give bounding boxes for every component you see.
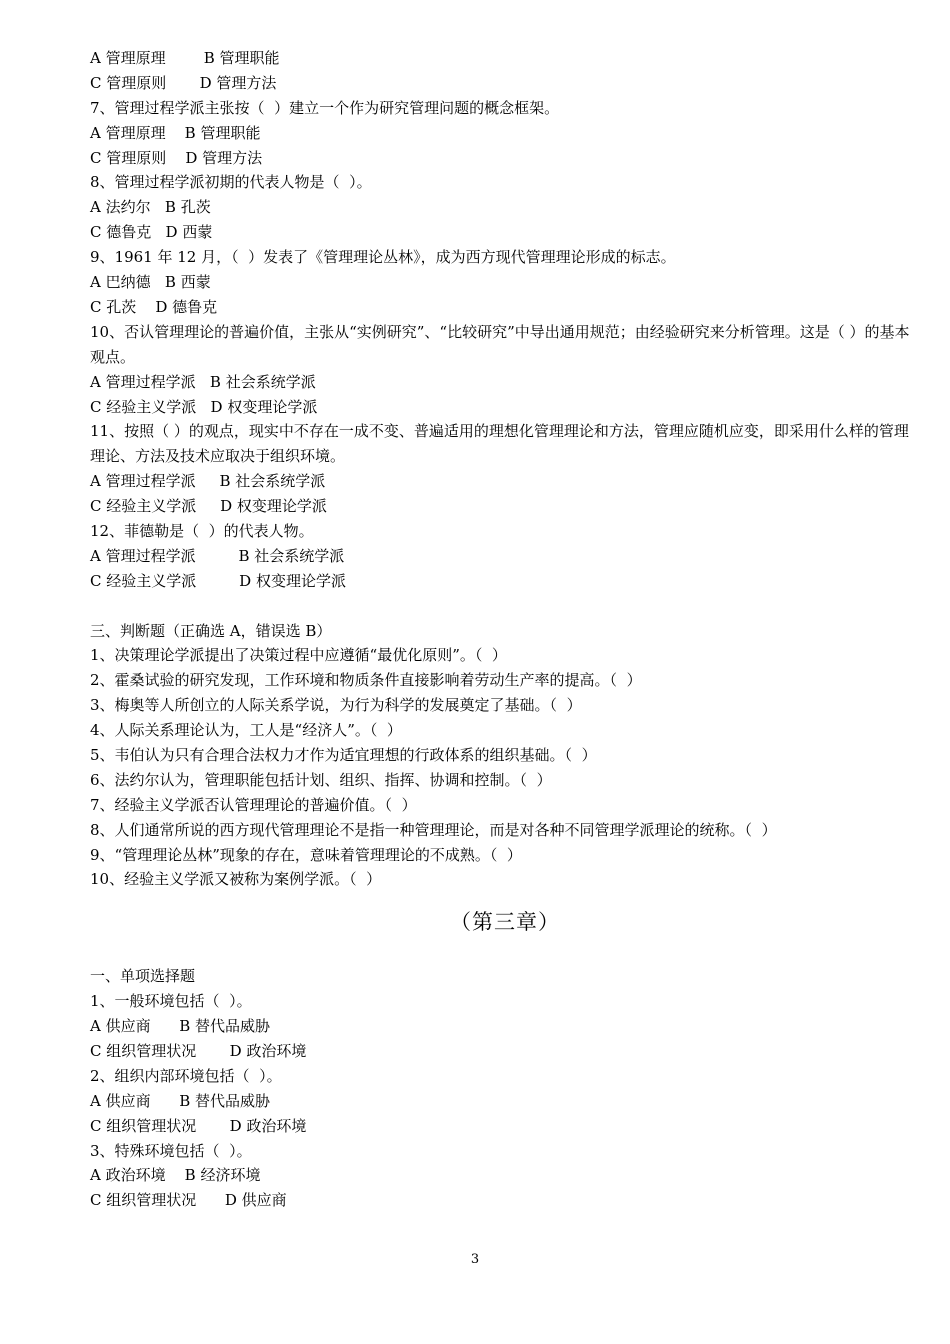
page-content (90, 46, 920, 1213)
option-line: A 巴纳德 B 西蒙 (90, 273, 211, 292)
judgement-item: 6、法约尔认为，管理职能包括计划、组织、指挥、协调和控制。（ ） (90, 770, 552, 789)
option-line: A 供应商 B 替代品威胁 (90, 1017, 271, 1036)
option-line: A 政治环境 B 经济环境 (90, 1166, 261, 1185)
option-line: C 组织管理状况 D 政治环境 (90, 1116, 307, 1135)
option-line: A 管理过程学派 B 社会系统学派 (90, 372, 316, 391)
judgement-item: 5、韦伯认为只有合理合法权力才作为适宜理想的行政体系的组织基础。（ ） (90, 746, 597, 764)
section-heading: 一、单项选择题 (90, 967, 196, 986)
judgement-item: 7、经验主义学派否认管理理论的普遍价值。（ ） (90, 795, 417, 814)
option-line: C 管理原则 D 管理方法 (90, 73, 277, 92)
option-line: C 经验主义学派 D 权变理论学派 (90, 497, 327, 516)
question-line: 7、管理过程学派主张按（ ）建立一个作为研究管理问题的概念框架。 (90, 98, 560, 117)
chapter-title: （第三章） (450, 910, 560, 935)
judgement-item: 2、霍桑试验的研究发现，工作环境和物质条件直接影响着劳动生产率的提高。（ ） (90, 671, 642, 690)
option-line: C 管理原则 D 管理方法 (90, 148, 263, 167)
option-line: A 管理过程学派 B 社会系统学派 (90, 546, 345, 565)
question-line: 2、组织内部环境包括（ ）。 (90, 1066, 282, 1085)
question-line: 8、管理过程学派初期的代表人物是（ ）。 (90, 173, 372, 192)
option-line: C 孔茨 D 德鲁克 (90, 297, 218, 316)
question-line: 10、否认管理理论的普遍价值，主张从“实例研究”、“比较研究”中导出通用规范；由经验研究来分析管理。这是（ ）的基本观点。 (90, 322, 910, 366)
option-line: A 法约尔 B 孔茨 (90, 198, 211, 217)
judgement-item: 9、“管理理论丛林”现象的存在，意味着管理理论的不成熟。（ ） (90, 845, 522, 864)
option-line: C 经验主义学派 D 权变理论学派 (90, 397, 318, 416)
section-heading: 三、判断题（正确选 A，错误选 B） (90, 621, 332, 640)
option-line: C 组织管理状况 D 供应商 (90, 1191, 287, 1210)
judgement-item: 8、人们通常所说的西方现代管理理论不是指一种管理理论，而是对各种不同管理学派理论的统称。（ ） (90, 820, 777, 839)
page-number: 3 (470, 1252, 480, 1267)
option-line: A 管理原理 B 管理职能 (90, 123, 261, 142)
spacer (90, 594, 920, 619)
option-line: C 经验主义学派 D 权变理论学派 (90, 571, 346, 590)
judgement-item: 4、人际关系理论认为，工人是“经济人”。（ ） (90, 721, 402, 740)
option-line: A 管理过程学派 B 社会系统学派 (90, 472, 326, 491)
judgement-item: 10、经验主义学派又被称为案例学派。（ ） (90, 870, 382, 889)
question-line: 12、菲德勒是（ ）的代表人物。 (90, 521, 314, 540)
option-line: C 组织管理状况 D 政治环境 (90, 1042, 307, 1061)
question-line: 3、特殊环境包括（ ）。 (90, 1141, 252, 1160)
option-line: A 管理原理 B 管理职能 (90, 49, 280, 67)
judgement-item: 3、梅奥等人所创立的人际关系学说，为行为科学的发展奠定了基础。（ ） (90, 696, 582, 715)
question-line: 9、1961 年 12 月，（ ）发表了《管理理论丛林》，成为西方现代管理理论形成的标志。 (90, 248, 676, 267)
judgement-item: 1、决策理论学派提出了决策过程中应遵循“最优化原则”。（ ） (90, 646, 507, 665)
question-line: 1、一般环境包括（ ）。 (90, 992, 252, 1011)
option-line: C 德鲁克 D 西蒙 (90, 223, 213, 242)
question-line: 11、按照（ ）的观点，现实中不存在一成不变、普遍适用的理想化管理理论和方法，管理应随机应变，即采用什么样的管理理论、方法及技术应取决于组织环境。 (90, 422, 909, 466)
option-line: A 供应商 B 替代品威胁 (90, 1091, 271, 1110)
